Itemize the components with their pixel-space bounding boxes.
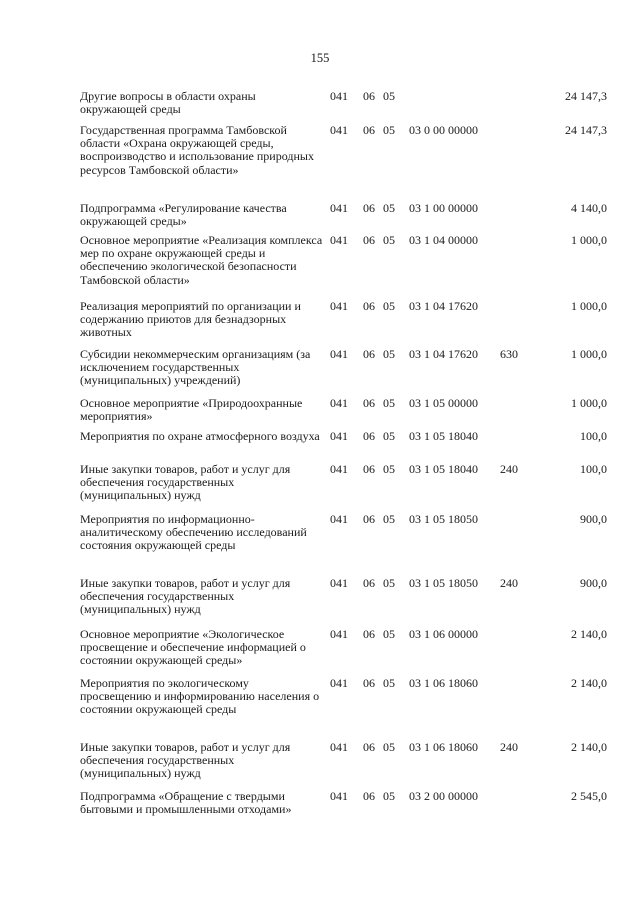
row-ved: 041 [330, 576, 348, 590]
row-pr: 05 [383, 396, 395, 410]
row-name: Реализация мероприятий по организации и содержанию приютов для безнадзорных животных [80, 299, 301, 340]
row-rz: 06 [363, 201, 375, 215]
row-sum: 100,0 [580, 462, 607, 476]
row-rz: 06 [363, 347, 375, 361]
table-row [0, 299, 640, 340]
row-ved: 041 [330, 89, 348, 103]
row-pr: 05 [383, 462, 395, 476]
row-ved: 041 [330, 676, 348, 690]
row-rz: 06 [363, 676, 375, 690]
row-name: Мероприятия по экологическому просвещению и информированию населения о состоянии окружающей среды [80, 676, 320, 717]
row-csr: 03 1 05 18040 [409, 429, 478, 443]
row-pr: 05 [383, 676, 395, 690]
row-rz: 06 [363, 299, 375, 313]
row-rz: 06 [363, 89, 375, 103]
row-csr: 03 2 00 00000 [409, 789, 478, 803]
row-csr: 03 1 04 17620 [409, 299, 478, 313]
row-csr: 03 1 06 18060 [409, 676, 478, 690]
row-ved: 041 [330, 462, 348, 476]
table-row [0, 462, 640, 503]
row-rz: 06 [363, 627, 375, 641]
row-name: Основное мероприятие «Экологическое просвещение и обеспечение информацией о состоянии окружающей среды» [80, 627, 306, 668]
row-pr: 05 [383, 576, 395, 590]
row-rz: 06 [363, 233, 375, 247]
row-rz: 06 [363, 429, 375, 443]
row-name: Государственная программа Тамбовской области «Охрана окружающей среды, воспроизводство и использование природных ресурсов Тамбовской области» [80, 123, 314, 177]
row-ved: 041 [330, 123, 348, 137]
row-sum: 900,0 [580, 512, 607, 526]
row-rz: 06 [363, 123, 375, 137]
table-row [0, 740, 640, 781]
row-rz: 06 [363, 740, 375, 754]
row-csr: 03 1 00 00000 [409, 201, 478, 215]
row-csr: 03 1 06 00000 [409, 627, 478, 641]
row-sum: 1 000,0 [571, 396, 607, 410]
row-name: Иные закупки товаров, работ и услуг для обеспечения государственных (муниципальных) нужд [80, 576, 291, 617]
row-vr: 240 [500, 462, 518, 476]
row-vr: 630 [500, 347, 518, 361]
table-row [0, 123, 640, 177]
row-ved: 041 [330, 299, 348, 313]
row-csr: 03 1 05 18050 [409, 512, 478, 526]
row-name: Основное мероприятие «Природоохранные мероприятия» [80, 396, 303, 424]
row-ved: 041 [330, 347, 348, 361]
row-rz: 06 [363, 512, 375, 526]
row-csr: 03 1 06 18060 [409, 740, 478, 754]
row-ved: 041 [330, 396, 348, 410]
row-ved: 041 [330, 627, 348, 641]
table-row [0, 627, 640, 668]
row-rz: 06 [363, 396, 375, 410]
row-ved: 041 [330, 512, 348, 526]
row-pr: 05 [383, 789, 395, 803]
row-sum: 24 147,3 [565, 123, 607, 137]
row-pr: 05 [383, 233, 395, 247]
row-sum: 1 000,0 [571, 233, 607, 247]
row-vr: 240 [500, 576, 518, 590]
row-sum: 1 000,0 [571, 347, 607, 361]
table-row [0, 576, 640, 617]
row-rz: 06 [363, 576, 375, 590]
row-name: Другие вопросы в области охраны окружающей среды [80, 89, 256, 117]
row-name: Основное мероприятие «Реализация комплекса мер по охране окружающей среды и обеспечению экологической безопасности Тамбовской области» [80, 233, 323, 287]
row-sum: 900,0 [580, 576, 607, 590]
row-csr: 03 1 04 17620 [409, 347, 478, 361]
row-sum: 2 140,0 [571, 627, 607, 641]
row-sum: 24 147,3 [565, 89, 607, 103]
row-sum: 2 545,0 [571, 789, 607, 803]
row-name: Мероприятия по информационно-аналитическому обеспечению исследований состояния окружающей среды [80, 512, 307, 553]
row-name: Иные закупки товаров, работ и услуг для обеспечения государственных (муниципальных) нужд [80, 740, 291, 781]
table-row [0, 789, 640, 817]
table-row [0, 201, 640, 229]
page-number: 155 [310, 51, 330, 65]
row-sum: 1 000,0 [571, 299, 607, 313]
table-row [0, 347, 640, 388]
row-rz: 06 [363, 789, 375, 803]
row-pr: 05 [383, 512, 395, 526]
row-name: Иные закупки товаров, работ и услуг для обеспечения государственных (муниципальных) нужд [80, 462, 291, 503]
row-sum: 4 140,0 [571, 201, 607, 215]
row-rz: 06 [363, 462, 375, 476]
row-pr: 05 [383, 201, 395, 215]
row-pr: 05 [383, 299, 395, 313]
table-row [0, 512, 640, 553]
row-ved: 041 [330, 789, 348, 803]
row-sum: 2 140,0 [571, 676, 607, 690]
row-name: Субсидии некоммерческим организациям (за исключением государственных (муниципальных) учреждений) [80, 347, 311, 388]
row-sum: 2 140,0 [571, 740, 607, 754]
table-row [0, 89, 640, 117]
row-vr: 240 [500, 740, 518, 754]
row-sum: 100,0 [580, 429, 607, 443]
row-name: Подпрограмма «Обращение с твердыми бытовыми и промышленными отходами» [80, 789, 292, 817]
row-csr: 03 0 00 00000 [409, 123, 478, 137]
row-ved: 041 [330, 429, 348, 443]
table-row [0, 396, 640, 424]
row-ved: 041 [330, 201, 348, 215]
row-pr: 05 [383, 123, 395, 137]
row-pr: 05 [383, 347, 395, 361]
row-csr: 03 1 04 00000 [409, 233, 478, 247]
row-pr: 05 [383, 627, 395, 641]
table-row [0, 429, 640, 443]
row-name: Мероприятия по охране атмосферного воздуха [80, 429, 320, 443]
row-csr: 03 1 05 18040 [409, 462, 478, 476]
row-ved: 041 [330, 233, 348, 247]
row-ved: 041 [330, 740, 348, 754]
row-pr: 05 [383, 89, 395, 103]
row-pr: 05 [383, 740, 395, 754]
table-row [0, 676, 640, 717]
row-name: Подпрограмма «Регулирование качества окружающей среды» [80, 201, 287, 229]
row-pr: 05 [383, 429, 395, 443]
row-csr: 03 1 05 00000 [409, 396, 478, 410]
table-row [0, 233, 640, 287]
row-csr: 03 1 05 18050 [409, 576, 478, 590]
